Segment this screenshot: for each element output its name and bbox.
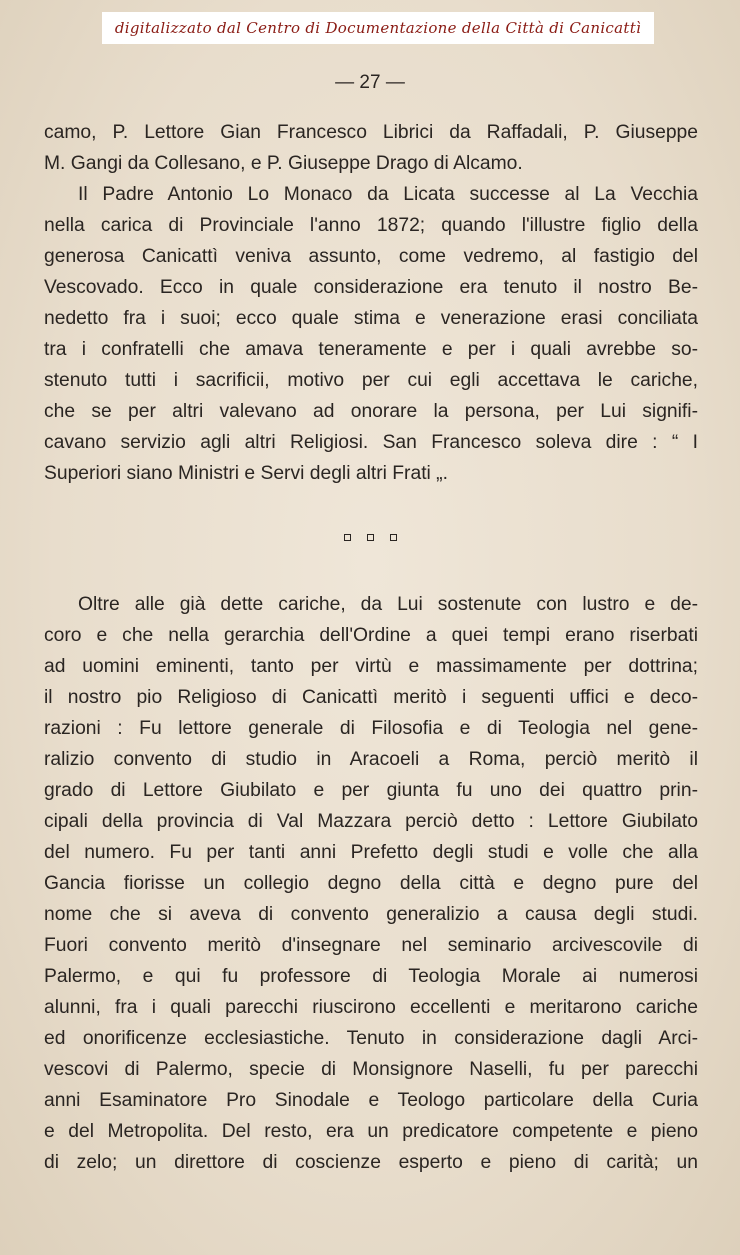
text-line: grado di Lettore Giubilato e per giunta fu uno dei quattro prin-	[44, 780, 698, 801]
text-line: Vescovado. Ecco in quale considerazione era tenuto il nostro Be-	[44, 277, 698, 298]
paragraph-provincial	[44, 179, 698, 489]
text-line: cipali della provincia di Val Mazzara perciò detto : Lettore Giubilato	[44, 811, 698, 832]
text-line: stenuto tutti i sacrificii, motivo per cui egli accettava le cariche,	[44, 370, 698, 391]
text-line: nome che si aveva di convento generalizio a causa degli studi.	[44, 904, 698, 925]
text-line: camo, P. Lettore Gian Francesco Librici da Raffadali, P. Giuseppe	[44, 122, 698, 143]
text-line: Oltre alle già dette cariche, da Lui sostenute con lustro e de-	[78, 594, 698, 615]
text-line: Il Padre Antonio Lo Monaco da Licata successe al La Vecchia	[78, 184, 698, 205]
text-line: ad uomini eminenti, tanto per virtù e massimamente per dottrina;	[44, 656, 698, 677]
text-line: nella carica di Provinciale l'anno 1872; quando l'illustre figlio della	[44, 215, 698, 236]
separator-square-icon	[367, 534, 374, 541]
text-line: ed onorificenze ecclesiastiche. Tenuto in considerazione dagli Arci-	[44, 1028, 698, 1049]
text-line: anni Esaminatore Pro Sinodale e Teologo particolare della Curia	[44, 1090, 698, 1111]
text-line: che se per altri valevano ad onorare la persona, per Lui signifi-	[44, 401, 698, 422]
text-line: cavano servizio agli altri Religiosi. San Francesco soleva dire : “ I	[44, 432, 698, 453]
text-line: Gancia fiorisse un collegio degno della città e degno pure del	[44, 873, 698, 894]
section-separator	[0, 534, 740, 541]
digitization-watermark: digitalizzato dal Centro di Documentazione della Città di Canicattì	[102, 12, 654, 44]
text-line: razioni : Fu lettore generale di Filosofia e di Teologia nel gene-	[44, 718, 698, 739]
paragraph-offices	[44, 589, 698, 1178]
paragraph-continuation	[44, 117, 698, 179]
text-line: generosa Canicattì veniva assunto, come vedremo, al fastigio del	[44, 246, 698, 267]
text-line: Fuori convento meritò d'insegnare nel seminario arcivescovile di	[44, 935, 698, 956]
text-line: ralizio convento di studio in Aracoeli a Roma, perciò meritò il	[44, 749, 698, 770]
text-line: coro e che nella gerarchia dell'Ordine a quei tempi erano riserbati	[44, 625, 698, 646]
text-line: alunni, fra i quali parecchi riuscirono eccellenti e meritarono cariche	[44, 997, 698, 1018]
text-line: il nostro pio Religioso di Canicattì meritò i seguenti uffici e deco-	[44, 687, 698, 708]
text-line: Palermo, e qui fu professore di Teologia Morale ai numerosi	[44, 966, 698, 987]
text-line: M. Gangi da Collesano, e P. Giuseppe Drago di Alcamo.	[44, 153, 523, 174]
text-line: e del Metropolita. Del resto, era un predicatore competente e pieno	[44, 1121, 698, 1142]
text-line: del numero. Fu per tanti anni Prefetto degli studi e volle che alla	[44, 842, 698, 863]
text-line: di zelo; un direttore di coscienze esperto e pieno di carità; un	[44, 1152, 698, 1173]
page-number: — 27 —	[335, 72, 405, 93]
text-line: tra i confratelli che amava teneramente e per i quali avrebbe so-	[44, 339, 698, 360]
text-line: vescovi di Palermo, specie di Monsignore Naselli, fu per parecchi	[44, 1059, 698, 1080]
separator-square-icon	[390, 534, 397, 541]
separator-square-icon	[344, 534, 351, 541]
text-line: nedetto fra i suoi; ecco quale stima e venerazione erasi conciliata	[44, 308, 698, 329]
text-line: Superiori siano Ministri e Servi degli altri Frati „.	[44, 463, 448, 484]
